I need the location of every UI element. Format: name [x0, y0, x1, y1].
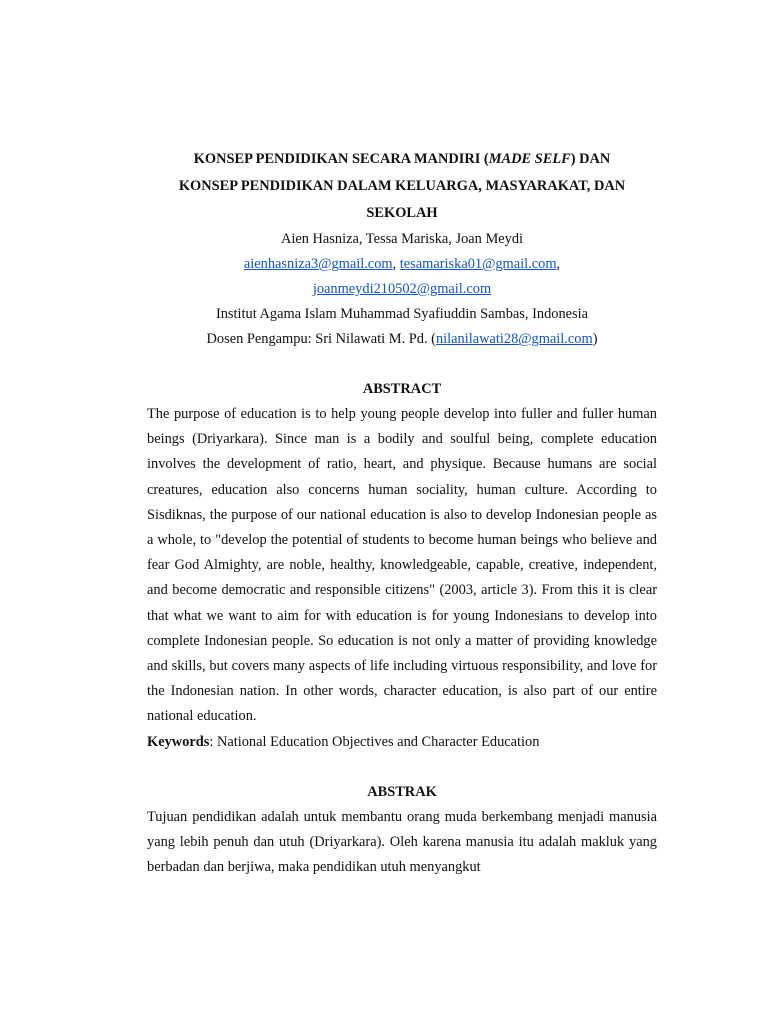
paper-content — [147, 146, 657, 880]
author-emails-line-1 — [147, 252, 657, 277]
paper-title-line-2: KONSEP PENDIDIKAN DALAM KELUARGA, MASYARAKAT, DAN — [178, 178, 626, 194]
abstract-body: The purpose of education is to help young people develop into fuller and fuller human beings (Driyarkara). Since man is a bodily and soulful being, complete education involves the development of ratio, heart, and physique. Because humans are social creatures, education also concerns human sociality, human culture. According to Sisdiknas, the purpose of our national education is also to develop Indonesian people as a whole, to "develop the potential of students to become human beings who believe and fear God Almighty, are noble, healthy, knowledgeable, capable, creative, independent, and become democratic and responsible citizens" (2003, article 3). From this it is clear that what we want to aim for with education is for young Indonesians to develop into complete Indonesian people. So education is not only a matter of providing knowledge and skills, but covers many aspects of life including virtuous responsibility, and love for the Indonesian nation. In other words, character education, is also part of our entire national education. — [147, 406, 657, 725]
lecturer-suffix: ) — [592, 331, 598, 347]
email-link-lecturer[interactable]: nilanilawati28@gmail.com — [435, 331, 593, 347]
abstract-heading: ABSTRACT — [362, 381, 442, 397]
title-line1-post: ) DAN — [570, 151, 611, 167]
email-link-joan[interactable]: joanmeydi210502@gmail.com — [312, 281, 492, 297]
lecturer-line — [147, 327, 657, 352]
abstrak-heading: ABSTRAK — [367, 783, 437, 800]
title-line1-pre: KONSEP PENDIDIKAN SECARA MANDIRI ( — [193, 151, 489, 167]
paper-title-line-3: SEKOLAH — [366, 205, 438, 221]
keywords-line — [147, 730, 657, 755]
author-emails-line-2 — [147, 277, 657, 302]
paper-title-line-1 — [147, 146, 657, 173]
abstrak-body: Tujuan pendidikan adalah untuk membantu orang muda berkembang menjadi manusia yang lebih penuh dan utuh (Driyarkara). Oleh karena manusia itu adalah makluk yang berbadan dan berjiwa, maka pendidikan utuh menyangkut — [147, 808, 657, 876]
email-link-tessa[interactable]: tesamariska01@gmail.com — [399, 256, 557, 272]
lecturer-prefix: Dosen Pengampu: Sri Nilawati M. Pd. ( — [206, 331, 436, 347]
institution: Institut Agama Islam Muhammad Syafiuddin Sambas, Indonesia — [215, 306, 589, 322]
authors: Aien Hasniza, Tessa Mariska, Joan Meydi — [280, 231, 524, 247]
keywords-text: : National Education Objectives and Character Education — [209, 733, 540, 750]
email-separator-1: , — [392, 256, 400, 272]
title-line1-italic: MADE SELF — [488, 151, 571, 167]
keywords-label: Keywords — [147, 733, 210, 750]
email-link-aien[interactable]: aienhasniza3@gmail.com — [243, 256, 393, 272]
email-separator-2: , — [556, 256, 561, 272]
